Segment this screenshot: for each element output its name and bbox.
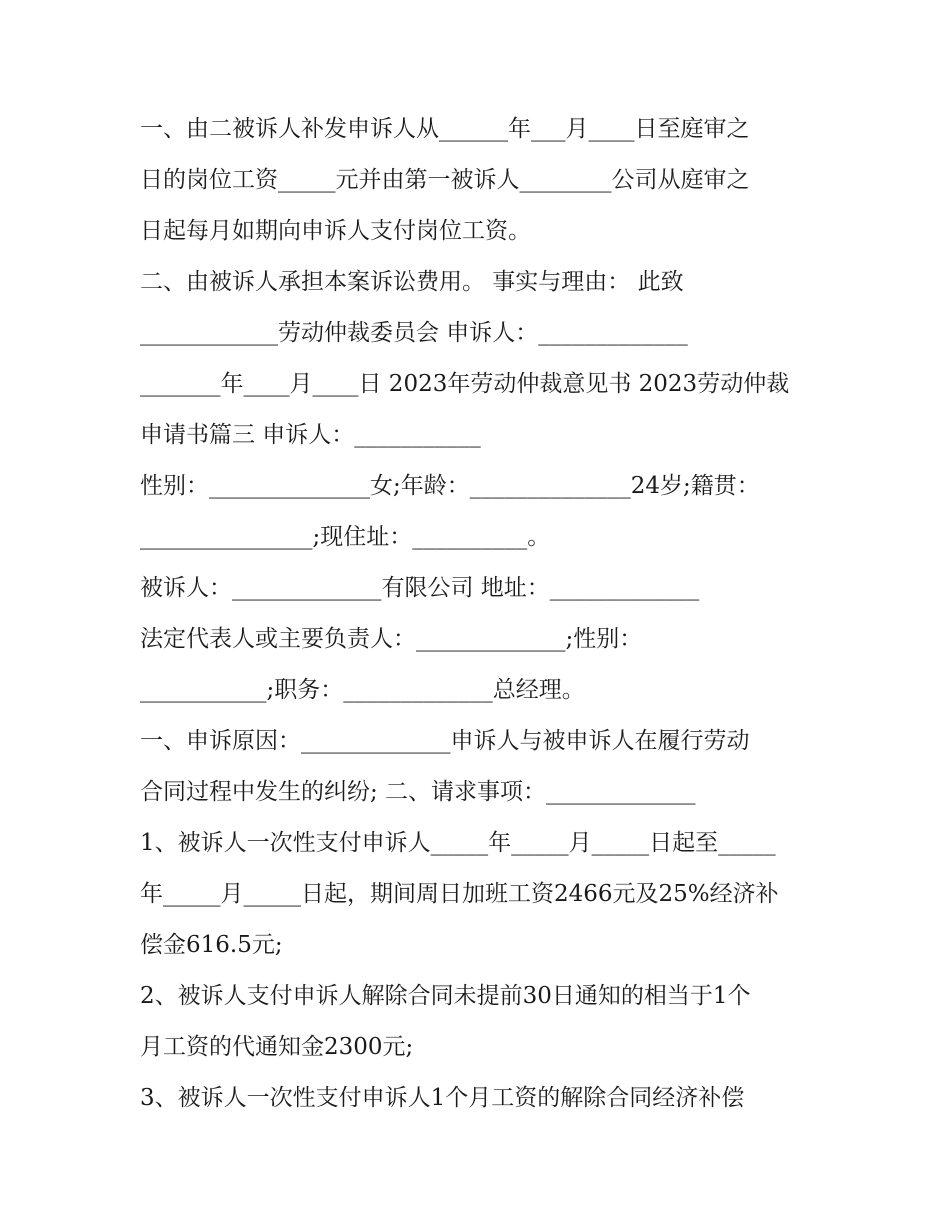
text-line-1: 一、由二被诉人补发申诉人从______年___月____日至庭审之 [140,116,750,142]
text-line-14: 合同过程中发生的纠纷; 二、请求事项：_____________ [140,779,696,805]
text-line-16: 年_____月_____日起，期间周日加班工资2466元及25%经济补 [140,881,779,907]
text-line-7: 申请书篇三 申诉人：___________ [140,422,481,448]
text-line-15: 1、被诉人一次性支付申诉人_____年_____月_____日起至_____ [140,830,776,856]
text-line-6: _______年____月____日 2023年劳动仲裁意见书 2023劳动仲裁 [140,371,790,397]
text-line-17: 偿金616.5元; [140,932,283,958]
text-line-5: ____________劳动仲裁委员会 申诉人：_____________ [140,320,688,346]
text-line-2: 日的岗位工资_____元并由第一被诉人________公司从庭审之 [140,167,750,193]
text-line-20: 3、被诉人一次性支付申诉人1个月工资的解除合同经济补偿 [140,1085,745,1111]
text-line-9: _______________;现住址：__________。 [140,524,551,550]
text-line-18: 2、被诉人支付申诉人解除合同未提前30日通知的相当于1个 [140,983,751,1009]
document-body [140,104,820,1124]
text-line-13: 一、申诉原因：_____________申诉人与被申诉人在履行劳动 [140,728,750,754]
text-line-11: 法定代表人或主要负责人：_____________;性别： [140,626,643,652]
text-line-3: 日起每月如期向申诉人支付岗位工资。 [140,218,531,244]
text-line-10: 被诉人：_____________有限公司 地址：_____________ [140,575,700,601]
text-line-12: ___________;职务：_____________总经理。 [140,677,585,703]
text-line-8: 性别：______________女;年龄：______________24岁;籍贯： [140,473,760,499]
text-line-4: 二、由被诉人承担本案诉讼费用。 事实与理由： 此致 [140,269,684,295]
text-line-19: 月工资的代通知金2300元; [140,1034,414,1060]
